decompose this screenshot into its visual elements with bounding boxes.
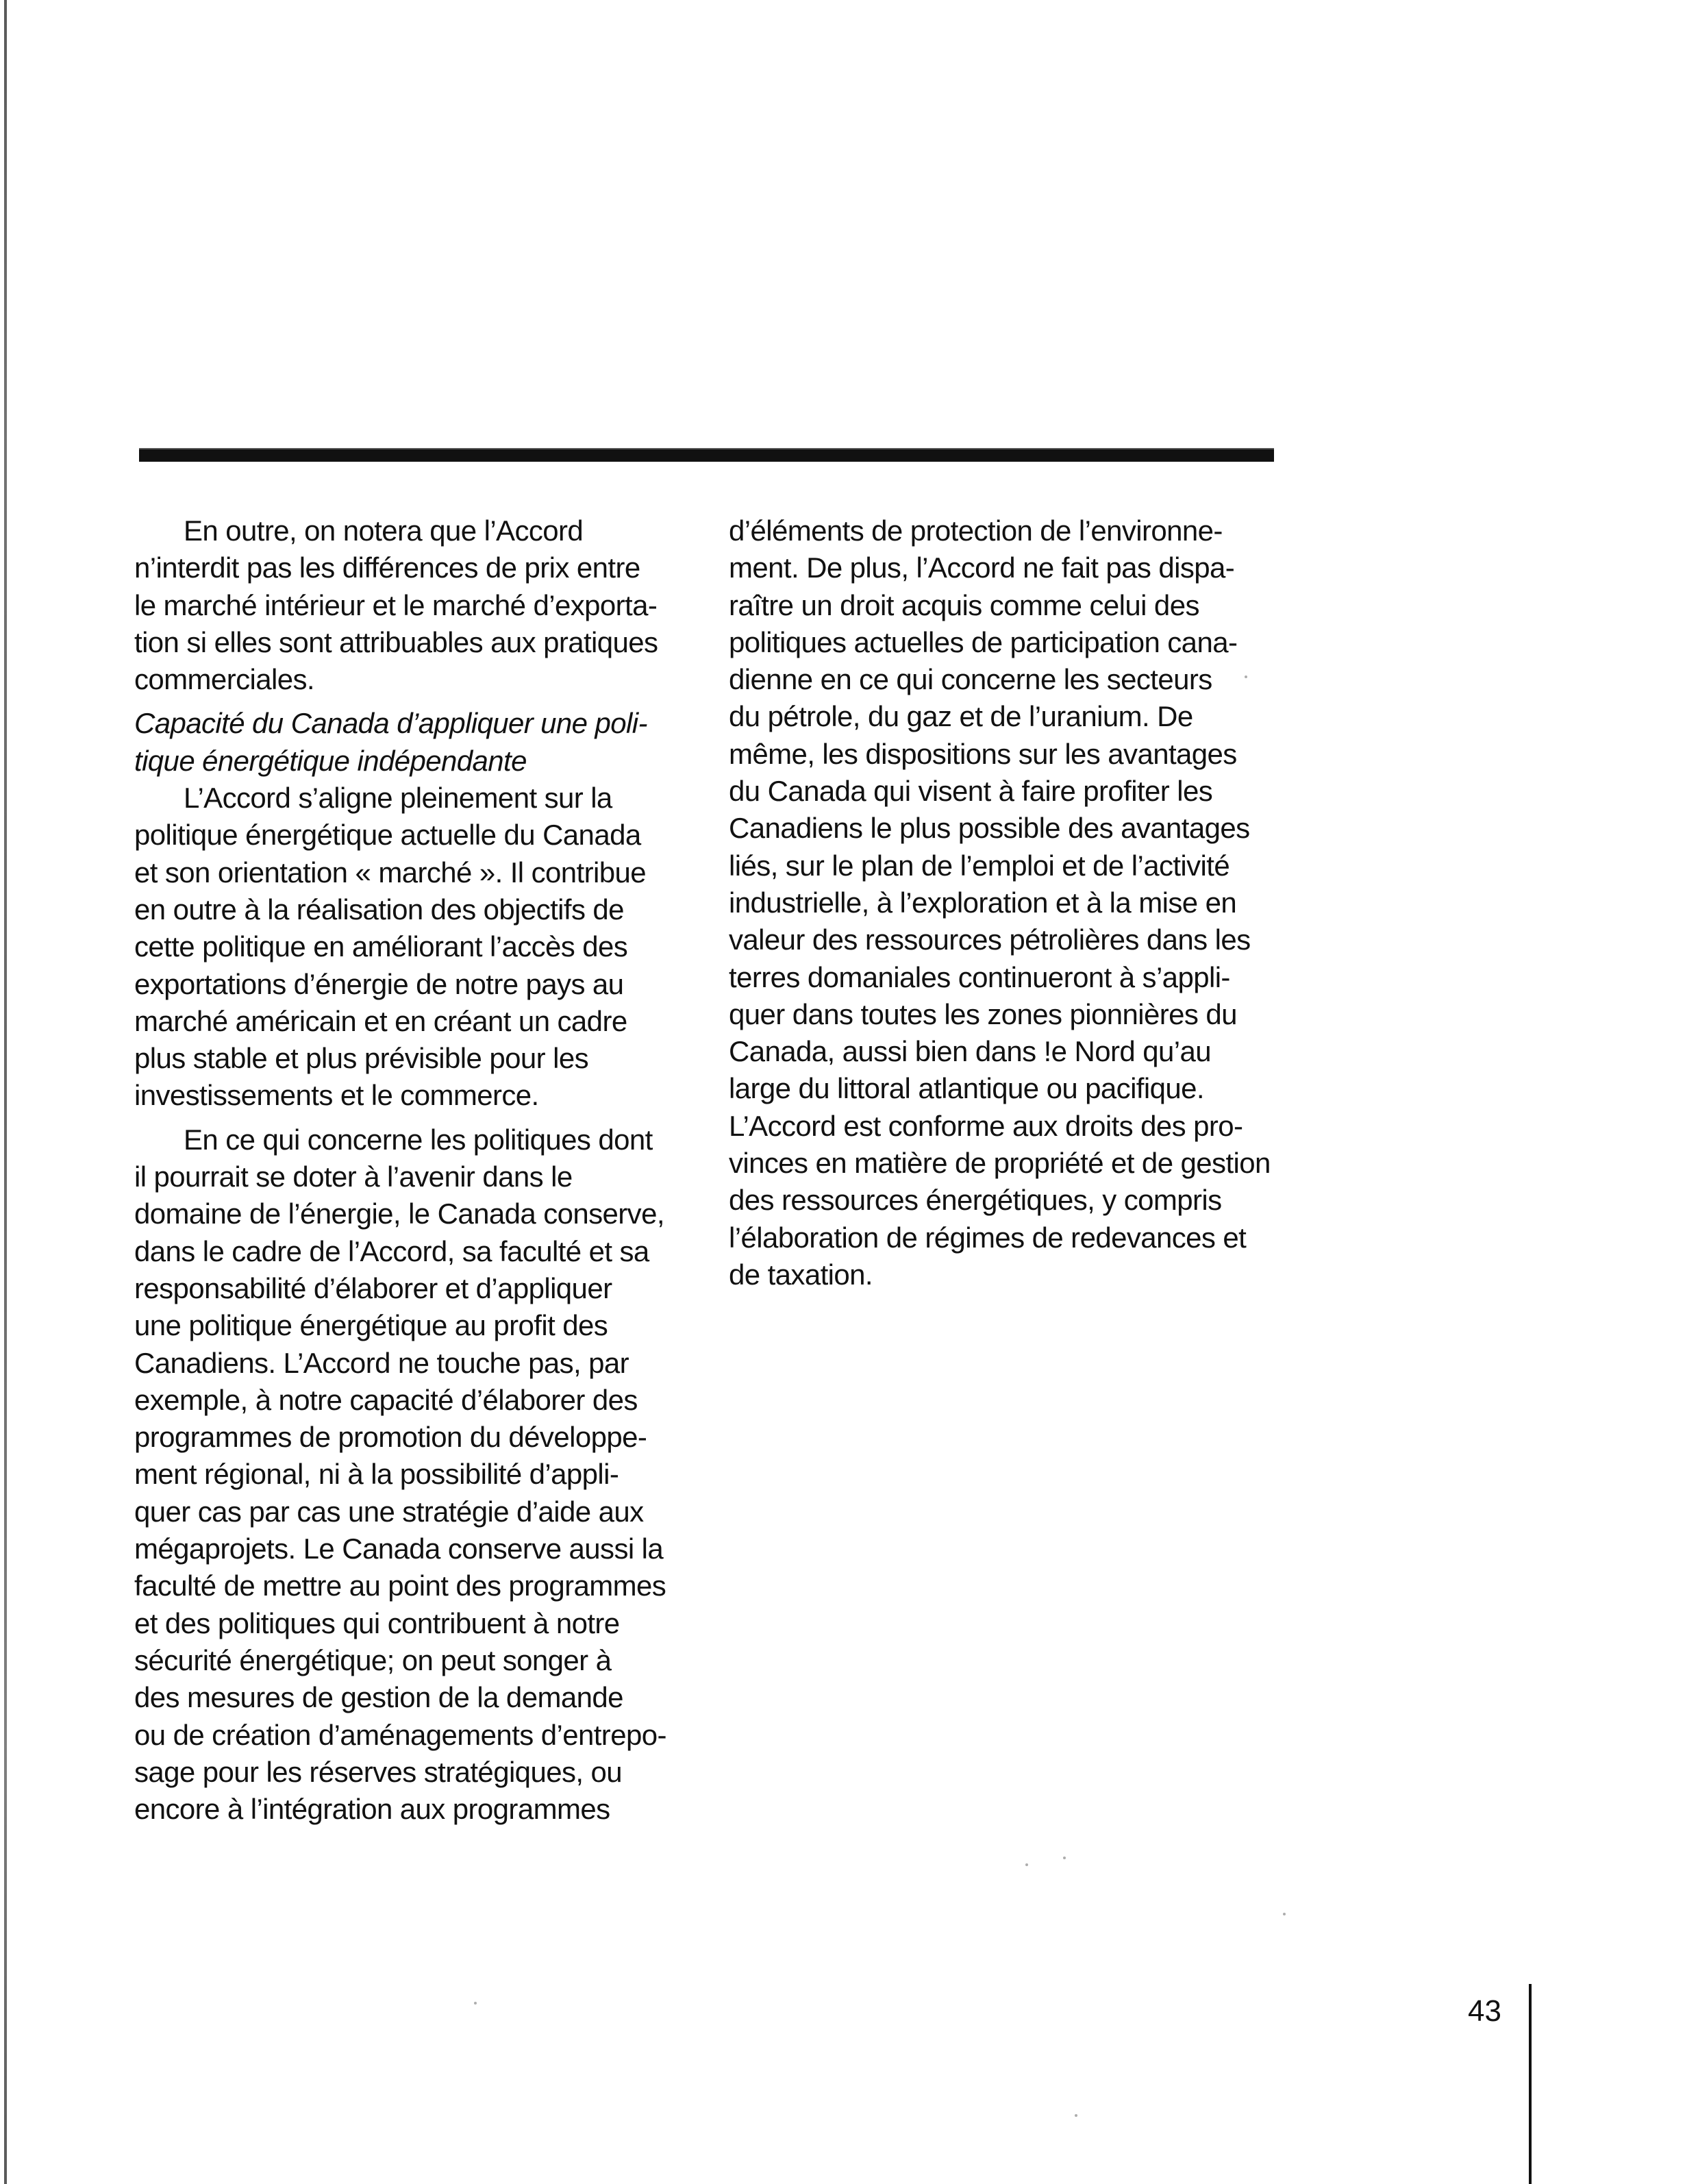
paragraph-line: faculté de mettre au point des programmes	[134, 1569, 666, 1602]
paragraph-line: sage pour les réserves stratégiques, ou	[134, 1755, 623, 1788]
paragraph-line: raître un droit acquis comme celui des	[729, 588, 1199, 621]
paragraph-line: exportations d’énergie de notre pays au	[134, 967, 624, 1000]
paragraph-line: L’Accord s’aligne pleinement sur la	[184, 782, 612, 815]
spacer	[134, 698, 689, 705]
paragraph-line: ment. De plus, l’Accord ne fait pas dispa-	[729, 551, 1235, 584]
paragraph-line: En outre, on notera que l’Accord	[184, 514, 584, 547]
paragraph-line: Canadiens le plus possible des avantages	[729, 812, 1250, 845]
page-number: 43	[1468, 1994, 1501, 2028]
scan-edge	[4, 0, 7, 2184]
paragraph-line: marché américain et en créant un cadre	[134, 1004, 627, 1037]
paragraph-line: Canadiens. L’Accord ne touche pas, par	[134, 1346, 629, 1379]
scan-speck	[1075, 2114, 1077, 2117]
paragraph-line: il pourrait se doter à l’avenir dans le	[134, 1161, 573, 1193]
paragraph-line: politique énergétique actuelle du Canada	[134, 819, 641, 852]
paragraph-line: encore à l’intégration aux programmes	[134, 1793, 610, 1826]
scan-speck	[1283, 1913, 1286, 1915]
paragraph-line: dans le cadre de l’Accord, sa faculté et sa	[134, 1234, 649, 1267]
header-rule	[139, 448, 1274, 462]
paragraph-line: commerciales.	[134, 663, 314, 696]
section-heading-line: tique énergétique indépendante	[134, 744, 527, 777]
paragraph-line: n’interdit pas les différences de prix entre	[134, 551, 640, 584]
paragraph-line: des ressources énergétiques, y compris	[729, 1184, 1222, 1217]
paragraph-line: Canada, aussi bien dans !e Nord qu’au	[729, 1035, 1211, 1068]
paragraph-line: et des politiques qui contribuent à notre	[134, 1606, 620, 1639]
paragraph-line: ment régional, ni à la possibilité d’appli-	[134, 1458, 619, 1491]
paragraph-line: mégaprojets. Le Canada conserve aussi la	[134, 1532, 664, 1565]
paragraph-line: même, les dispositions sur les avantages	[729, 737, 1237, 770]
paragraph-line: politiques actuelles de participation cana-	[729, 625, 1238, 658]
page-edge-rule	[1529, 1984, 1532, 2184]
paragraph-line: tion si elles sont attribuables aux pratiques	[134, 625, 658, 658]
paragraph-line: sécurité énergétique; on peut songer à	[134, 1643, 612, 1676]
paragraph-line: du Canada qui visent à faire profiter les	[729, 775, 1213, 808]
paragraph-line: programmes de promotion du développe-	[134, 1421, 647, 1454]
right-text-column	[729, 512, 1277, 1293]
paragraph-line: investissements et le commerce.	[134, 1079, 539, 1112]
scan-speck	[474, 2002, 477, 2005]
spacer	[134, 1115, 689, 1121]
paragraph-line: des mesures de gestion de la demande	[134, 1681, 623, 1714]
paragraph-line: dienne en ce qui concerne les secteurs	[729, 663, 1212, 696]
paragraph-line: l’élaboration de régimes de redevances et	[729, 1221, 1247, 1254]
paragraph-line: responsabilité d’élaborer et d’appliquer	[134, 1271, 612, 1304]
scan-speck	[1063, 1857, 1066, 1859]
paragraph-line: En ce qui concerne les politiques dont	[184, 1123, 653, 1156]
left-text-column	[134, 512, 689, 1828]
paragraph-line: en outre à la réalisation des objectifs de	[134, 893, 624, 926]
paragraph-line: plus stable et plus prévisible pour les	[134, 1042, 588, 1075]
paragraph-line: valeur des ressources pétrolières dans les	[729, 923, 1251, 956]
section-heading-line: Capacité du Canada d’appliquer une poli-	[134, 707, 647, 740]
paragraph-line: et son orientation « marché ». Il contribue	[134, 856, 646, 889]
paragraph-line: domaine de l’énergie, le Canada conserve,	[134, 1198, 664, 1230]
paragraph-line: ou de création d’aménagements d’entrepo-	[134, 1718, 666, 1751]
paragraph-line: large du littoral atlantique ou pacifique.	[729, 1072, 1204, 1105]
paragraph-line: quer cas par cas une stratégie d’aide aux	[134, 1495, 644, 1528]
paragraph-line: le marché intérieur et le marché d’exporta-	[134, 588, 658, 621]
paragraph-line: liés, sur le plan de l’emploi et de l’activité	[729, 849, 1230, 882]
paragraph-line: vinces en matière de propriété et de gestion	[729, 1147, 1271, 1180]
paragraph-line: exemple, à notre capacité d’élaborer des	[134, 1383, 638, 1416]
paragraph-line: industrielle, à l’exploration et à la mise en	[729, 886, 1237, 919]
scan-speck	[1025, 1863, 1028, 1866]
paragraph-line: terres domaniales continueront à s’appli-	[729, 960, 1230, 993]
paragraph-line: une politique énergétique au profit des	[134, 1309, 608, 1342]
paragraph-line: cette politique en améliorant l’accès des	[134, 930, 628, 963]
paragraph-line: d’éléments de protection de l’environne-	[729, 514, 1223, 547]
scan-speck	[1245, 675, 1247, 678]
paragraph-line: quer dans toutes les zones pionnières du	[729, 997, 1237, 1030]
paragraph-line: de taxation.	[729, 1258, 873, 1291]
paragraph-line: L’Accord est conforme aux droits des pro-	[729, 1109, 1243, 1142]
paragraph-line: du pétrole, du gaz et de l’uranium. De	[729, 700, 1193, 733]
